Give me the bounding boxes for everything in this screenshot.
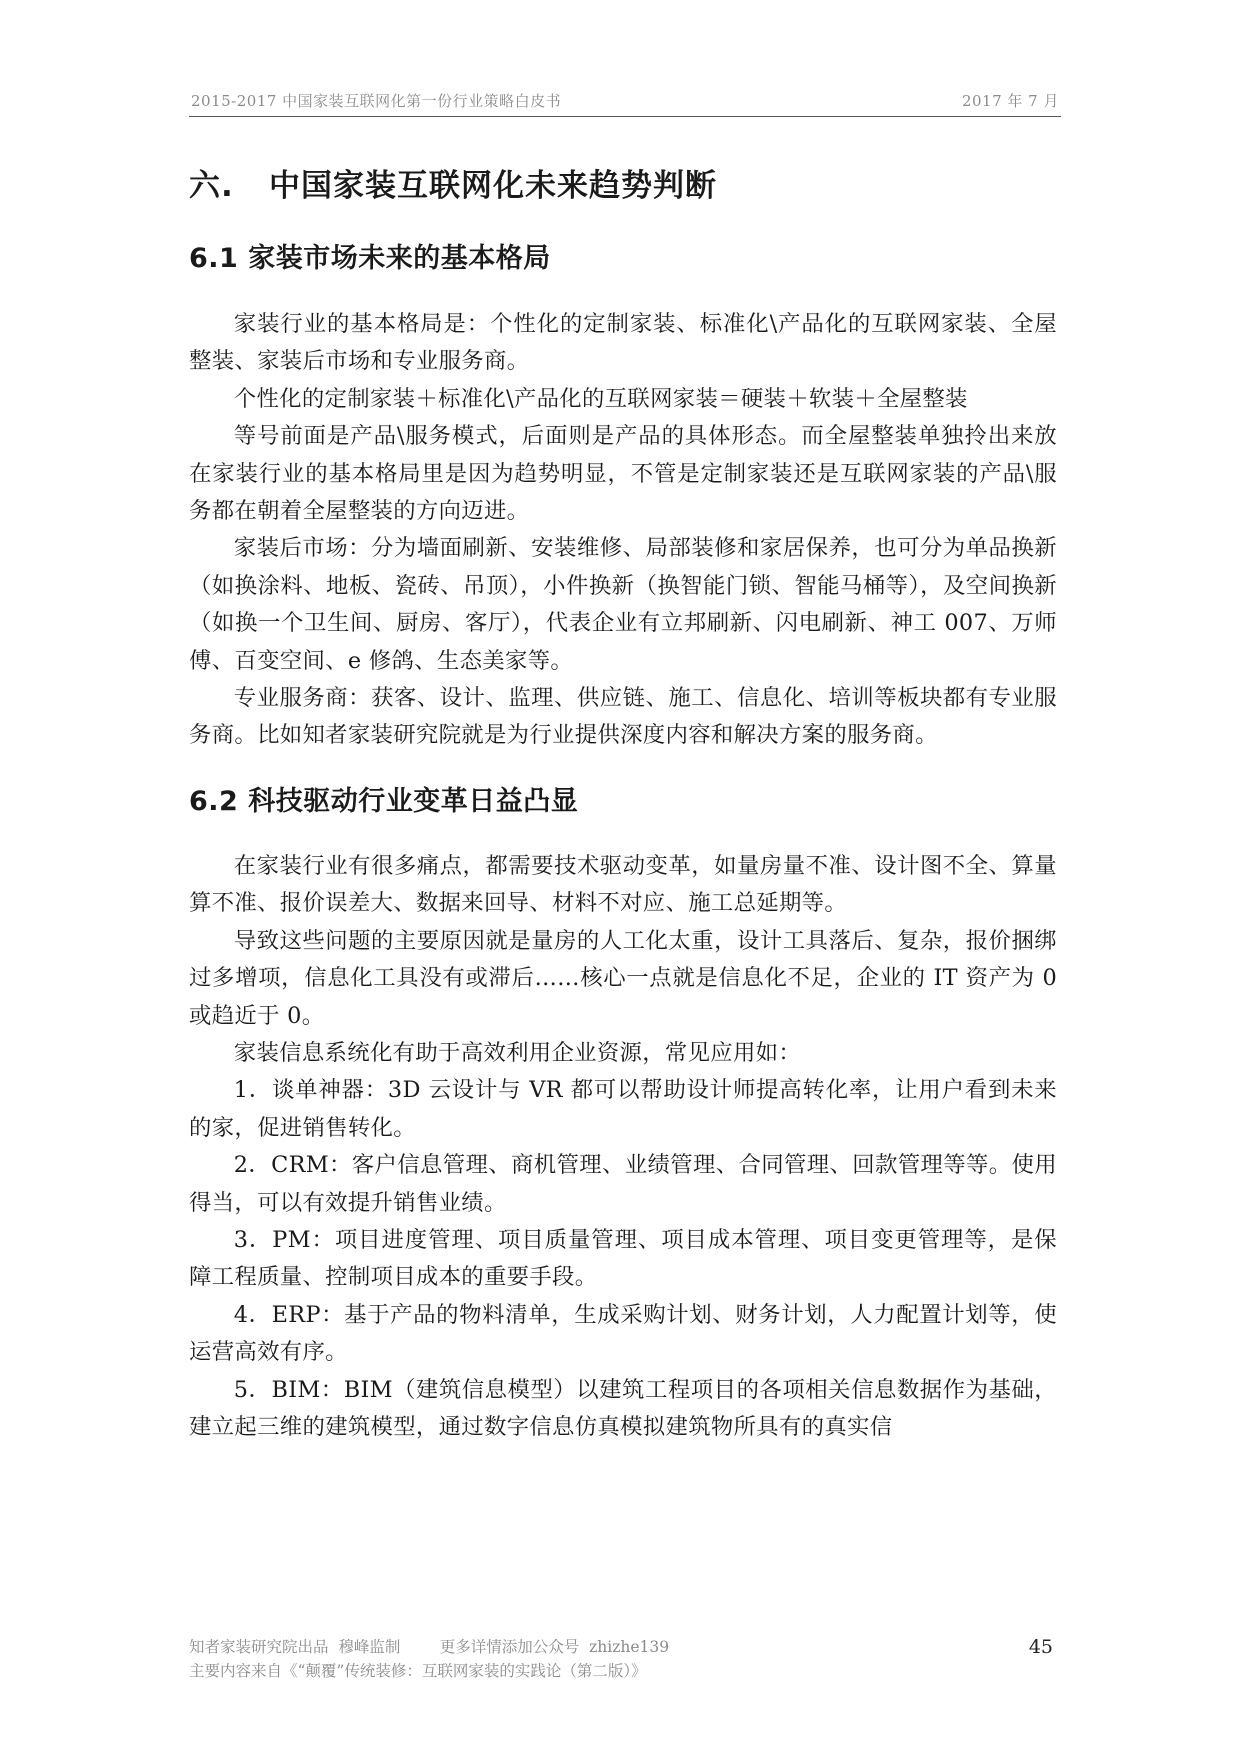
page-footer (189, 1635, 1061, 1683)
list-item: 1．谈单神器：3D 云设计与 VR 都可以帮助设计师提高转化率，让用户看到未来的家，促进销售转化。 (189, 1077, 1057, 1141)
chapter-title: 中国家装互联网化未来趋势判断 (269, 168, 717, 204)
list-item: 3．PM：项目进度管理、项目质量管理、项目成本管理、项目变更管理等，是保障工程质量、控制项目成本的重要手段。 (189, 1227, 1057, 1291)
section-heading-6-2: 6.2 科技驱动行业变革日益凸显 (189, 786, 579, 817)
paragraph: 在家装行业有很多痛点，都需要技术驱动变革，如量房量不准、设计图不全、算量算不准、报价误差大、数据来回导、材料不对应、施工总延期等。 (189, 853, 1057, 917)
header-date: 2017 年 7 月 (961, 92, 1059, 110)
header-document-title: 2015-2017 中国家装互联网化第一份行业策略白皮书 (191, 92, 562, 110)
section-6-2-body (189, 848, 1057, 1447)
paragraph: 家装后市场：分为墙面刷新、安装维修、局部装修和家居保养，也可分为单品换新（如换涂料、地板、瓷砖、吊顶），小件换新（换智能门锁、智能马桶等），及空间换新（如换一个卫生间、厨房、客厅），代表企业有立邦刷新、闪电刷新、神工 007、万师傅、百变空间、e 修鸽、生态美家等。 (189, 535, 1057, 674)
paragraph: 等号前面是产品\服务模式，后面则是产品的具体形态。而全屋整装单独拎出来放在家装行业的基本格局里是因为趋势明显，不管是定制家装还是互联网家装的产品\服务都在朝着全屋整装的方向迈进。 (189, 423, 1057, 525)
paragraph: 专业服务商：获客、设计、监理、供应链、施工、信息化、培训等板块都有专业服务商。比如知者家装研究院就是为行业提供深度内容和解决方案的服务商。 (189, 685, 1057, 749)
footer-source-line: 主要内容来自《“颠覆”传统装修：互联网家装的实践论（第二版）》 (189, 1662, 647, 1680)
chapter-heading (189, 160, 717, 205)
list-item: 4．ERP：基于产品的物料清单，生成采购计划、财务计划，人力配置计划等，使运营高效有序。 (189, 1301, 1057, 1366)
page-number: 45 (1028, 1636, 1053, 1658)
list-item: 5．BIM：BIM（建筑信息模型）以建筑工程项目的各项相关信息数据作为基础，建立起三维的建筑模型，通过数字信息仿真模拟建筑物所具有的真实信 (189, 1376, 1057, 1441)
list-item: 2．CRM：客户信息管理、商机管理、业绩管理、合同管理、回款管理等等。使用得当，可以有效提升销售业绩。 (189, 1152, 1057, 1216)
paragraph: 家装信息系统化有助于高效利用企业资源，常见应用如： (233, 1040, 802, 1067)
section-heading-6-1: 6.1 家装市场未来的基本格局 (189, 243, 551, 274)
footer-credit-line: 知者家装研究院出品 穆峰监制 更多详情添加公众号 zhizhe139 (189, 1638, 670, 1656)
page-header (189, 86, 1061, 117)
chapter-number: 六. (189, 168, 234, 204)
paragraph: 家装行业的基本格局是：个性化的定制家装、标准化\产品化的互联网家装、全屋整装、家装后市场和专业服务商。 (189, 311, 1057, 375)
section-6-1-body (189, 306, 1057, 755)
paragraph: 个性化的定制家装＋标准化\产品化的互联网家装＝硬装＋软装＋全屋整装 (233, 385, 968, 412)
paragraph: 导致这些问题的主要原因就是量房的人工化太重，设计工具落后、复杂，报价捆绑过多增项，信息化工具没有或滞后……核心一点就是信息化不足，企业的 IT 资产为 0 或趋近于 0。 (189, 927, 1057, 1029)
